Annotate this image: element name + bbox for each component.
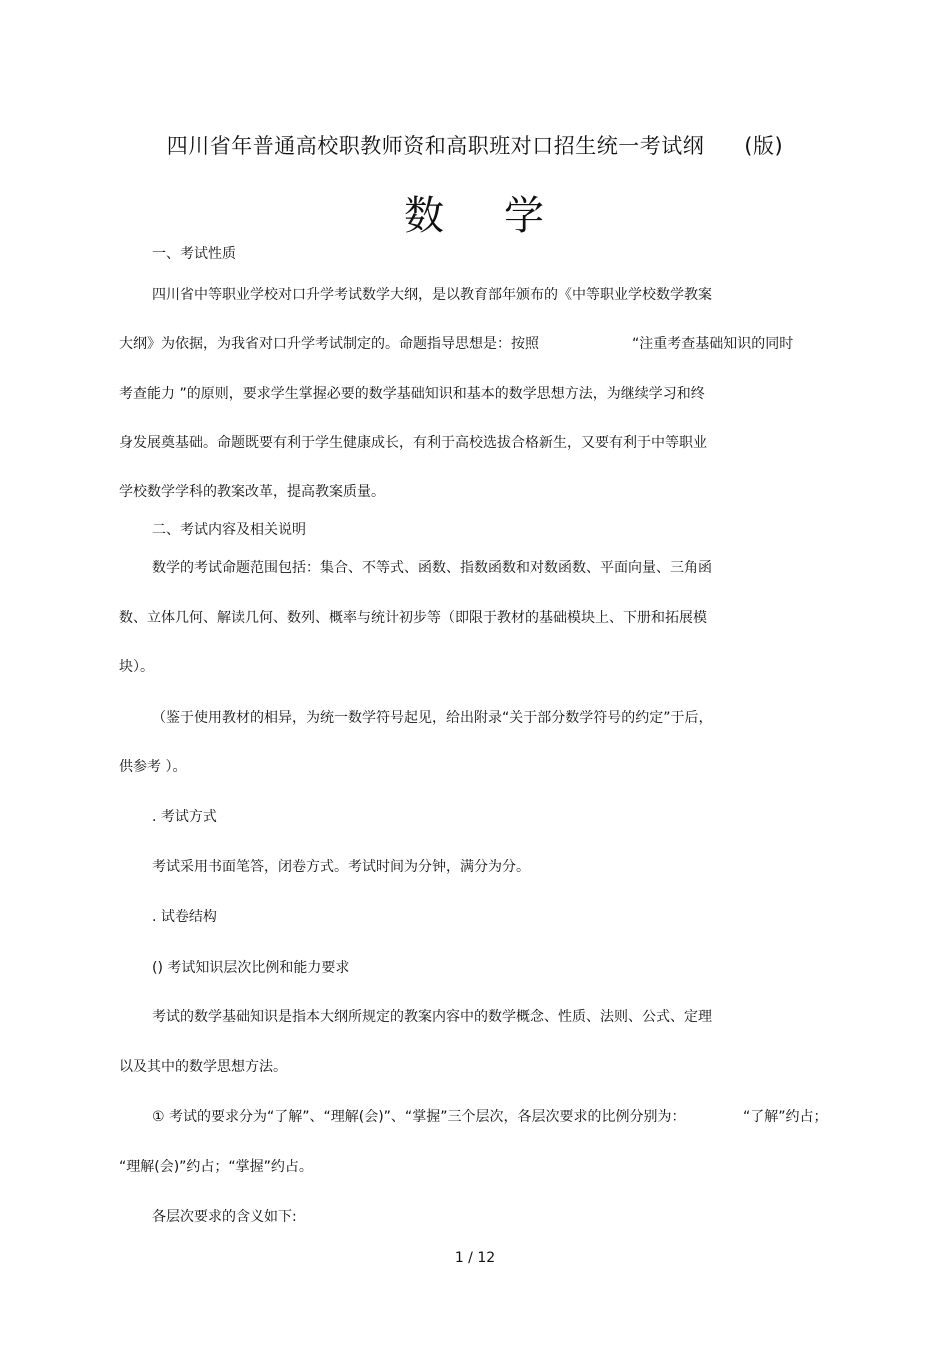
paragraph-line: “理解(会)”约占；“掌握”约占。 bbox=[119, 1159, 313, 1175]
paragraph-line: （鉴于使用教材的相异，为统一数学符号起见，给出附录“关于部分数学符号的约定”于后， bbox=[152, 710, 713, 726]
section-heading-paper-structure: . 试卷结构 bbox=[152, 909, 217, 925]
paragraph-line: 大纲》为依据，为我省对口升学考试制定的。命题指导思想是：按照 bbox=[119, 336, 539, 352]
paragraph-line: 块）。 bbox=[119, 659, 154, 675]
paragraph-line: 数、立体几何、解读几何、数列、概率与统计初步等（即限于教材的基础模块上、下册和拓展模 bbox=[119, 610, 707, 626]
paragraph-line: ① 考试的要求分为“了解”、“理解(会)”、“掌握”三个层次，各层次要求的比例分别为： bbox=[152, 1109, 686, 1125]
paragraph-line: 各层次要求的含义如下: bbox=[152, 1209, 297, 1225]
paragraph-line: 供参考 ）。 bbox=[119, 759, 187, 775]
paragraph-line: 考试采用书面笔答，闭卷方式。考试时间为分钟，满分为分。 bbox=[152, 859, 530, 875]
paragraph-line: 考查能力 ”的原则，要求学生掌握必要的数学基础知识和基本的数学思想方法，为继续学习和终 bbox=[119, 386, 705, 402]
paragraph-line: 身发展奠基础。命题既要有利于学生健康成长，有利于高校选拔合格新生，又要有利于中等职业 bbox=[119, 435, 707, 451]
subject-char-2: 学 bbox=[504, 193, 546, 239]
paragraph-line: “注重考查基础知识的同时 bbox=[632, 336, 794, 352]
page-number: 1 / 12 bbox=[454, 1250, 496, 1266]
paragraph-line: 四川省中等职业学校对口升学考试数学大纲，是以教育部年颁布的《中等职业学校数学教案 bbox=[152, 287, 712, 303]
paragraph-line: “了解”约占； bbox=[743, 1109, 828, 1125]
subject-char-1: 数 bbox=[404, 193, 446, 239]
subject-heading bbox=[0, 184, 950, 241]
document-title-edition: (版) bbox=[744, 134, 784, 158]
paragraph-line: 学校数学学科的教案改革，提高教案质量。 bbox=[119, 484, 385, 500]
paragraph-line: 以及其中的数学思想方法。 bbox=[119, 1059, 287, 1075]
document-title-main: 四川省年普通高校职教师资和高职班对口招生统一考试纲 bbox=[166, 134, 705, 158]
paragraph-line: 考试的数学基础知识是指本大纲所规定的教案内容中的数学概念、性质、法则、公式、定理 bbox=[152, 1009, 712, 1025]
section-heading-exam-content: 二、考试内容及相关说明 bbox=[152, 522, 306, 538]
document-title bbox=[0, 130, 950, 160]
section-heading-exam-method: . 考试方式 bbox=[152, 809, 217, 825]
section-heading-exam-nature: 一、考试性质 bbox=[152, 246, 236, 262]
subsection-heading: () 考试知识层次比例和能力要求 bbox=[152, 960, 350, 976]
paragraph-line: 数学的考试命题范围包括：集合、不等式、函数、指数函数和对数函数、平面向量、三角函 bbox=[152, 560, 712, 576]
